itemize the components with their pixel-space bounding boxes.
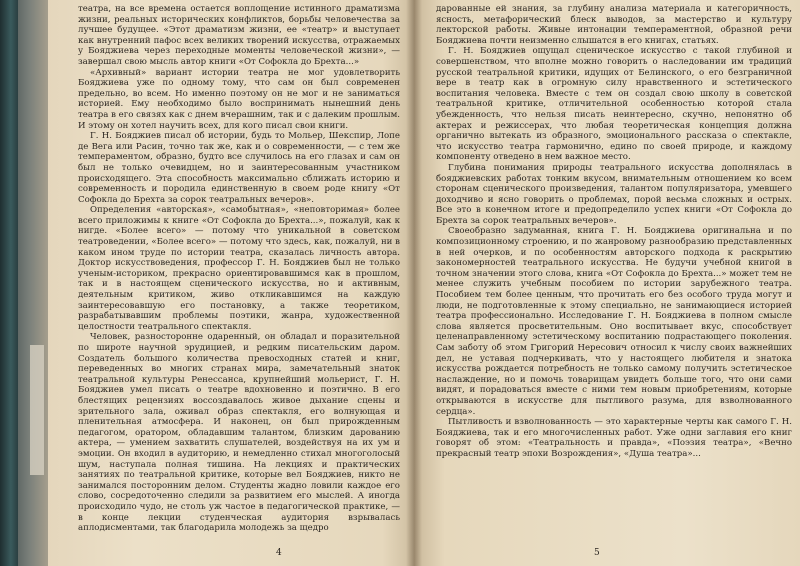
right-paragraph-5: Пытливость и взволнованность — это характерные черты как самого Г. Н. Бояджиева, так и его многочисленных работ. Уже одни заглавия его книг говорят об этом: «Театральность и правда», «Поэзия театра», «Вечно прекрасный театр эпохи Возрождения», «Душа театра»... bbox=[436, 417, 792, 459]
book-gutter bbox=[406, 0, 422, 566]
left-paragraph-3: Г. Н. Бояджиев писал об истории, будь то Мольер, Шекспир, Лопе де Вега или Расин, точно так же, как и о современности, — с тем же темпераментом, образно, будто все случилось на его глазах и сам он был не только очевидцем, но и заинтересованным участником происходящего. Эта способность максимально сближать историю и современность и породила единственную в своем роде книгу «От Софокла до Брехта за сорок театральных вечеров». bbox=[78, 131, 400, 205]
right-paragraph-3: Глубина понимания природы театрального искусства дополнялась в бояджиевских работах тонким вкусом, внимательным отношением ко всем сторонам сценического произведения, талантом популяризатора, умевшего доходчиво и ясно говорить о проблемах, порой весьма сложных и острых. Все это в конечном итоге и предопределило успех книги «От Софокла до Брехта за сорок театральных вечеров». bbox=[436, 162, 792, 226]
right-paragraph-4: Своеобразно задуманная, книга Г. Н. Бояджиева оригинальна и по композиционному строению, и по жанровому разнообразию представленных в ней очерков, и по особенностям авторского подхода к раскрытию закономерностей театрального искусства. Не будучи учебной книгой в точном значении этого слова, книга «От Софокла до Брехта...» может тем не менее служить учебным пособием по истории зарубежного театра. Пособием тем более ценным, что прочитать его без особого труда могут и люди, не подготовленные к этому специально, не занимающиеся историей театра профессионально. Исследование Г. Н. Бояджиева в полном смысле слова является просветительным. Оно воспитывает вкус, способствует целенаправленному эстетическому воспитанию подрастающего поколения. Сам заботу об этом Григорий Нересович относил к числу своих важнейших дел, не уставая подчеркивать, что у настоящего любителя и знатока искусства рождается потребность не только самому получить эстетическое наслаждение, но и помочь товарищам увидеть больше того, что они сами видят, и порадоваться вместе с ними тем новым приобретениям, которые открываются в искусстве для пытливого разума, для взволнованного сердца». bbox=[436, 226, 792, 417]
book-cover-edge bbox=[0, 0, 18, 566]
left-paragraph-1: театра, на все времена остается воплощение истинного драматизма жизни, реальных исторических конфликтов, борьбы человечества за лучшее будущее. «Этот драматизм жизни, ее «театр» и выступает как внутренний пафос всех великих творений искусства, отражаемых у Бояджиева через переходные моменты человеческой жизни», — завершал свою мысль автор книги «От Софокла до Брехта...» bbox=[78, 4, 400, 67]
right-paragraph-2: Г. Н. Бояджиев ощущал сценическое искусство с такой глубиной и совершенством, что вполне можно говорить о наследовании им традиций русской театральной критики, идущих от Белинского, о его безграничной вере в театр как в огромную силу нравственного и эстетического воспитания человека. Вместе с тем он создал свою школу в советской театральной критике, отличительной особенностью которой стала убежденность, что нельзя писать неинтересно, скучно, непонятно об актерах и режиссерах, что любая теоретическая концепция должна органично вытекать из образного, эмоционального рассказа о спектакле, что искусство театра гармонично, едино по своей природе, и каждому компоненту отведено в нем важное место. bbox=[436, 46, 792, 163]
right-paragraph-1: дарованные ей знания, за глубину анализа материала и категоричность, ясность, метафорический блеск выводов, за мастерство и культуру лекторской работы. Живые интонации темпераментной, образной речи Бояджиева почти неизменно слышатся в его книгах, статьях. bbox=[436, 4, 792, 46]
left-paragraph-4: Определения «авторская», «самобытная», «неповторимая» более всего приложимы к книге «От Софокла до Брехта...», пожалуй, как к нигде. «Более всего» — потому что уникальной в советском театроведении, «Более всего» — потому что здесь, как, пожалуй, ни в каком ином труде по истории театра, сказалась личность автора. Доктор искусствоведения, профессор Г. Н. Бояджиев был не только ученым-историком, прекрасно ориентировавшимся как в прошлом, так и в настоящем сценического искусства, но и активным, деятельным критиком, живо откликавшимся на каждую заинтересовавшую его постановку, а также теоретиком, разрабатывавшим проблемы поэтики, жанра, художественной целостности театрального спектакля. bbox=[78, 205, 400, 332]
left-paragraph-2: «Архивный» вариант истории театра не мог удовлетворить Бояджиева уже по одному тому, что сам он был современен предельно, во всем. Но именно поэтому он не мог и не заниматься историей. Ему необходимо было воспринимать нынешний день театра в его связях как с днем вчерашним, так и с далеким прошлым. И этому он хотел научить всех, для кого писал свои книги. bbox=[78, 67, 400, 131]
right-page-number: 5 bbox=[594, 548, 600, 558]
page-marker-tab bbox=[30, 345, 44, 475]
left-page bbox=[18, 0, 414, 566]
left-page-number: 4 bbox=[276, 548, 282, 558]
right-page bbox=[414, 0, 800, 566]
left-paragraph-5: Человек, разносторонне одаренный, он обладал и поразительной по широте научной эрудицией, и редким писательским даром. Создатель большого количества превосходных статей и книг, переведенных во многих странах мира, замечательный знаток театральной культуры Ренессанса, крупнейший мольерист, Г. Н. Бояджиев умел писать о театре вдохновенно и поэтично. В его блестящих рецензиях воссоздавалось живое дыхание сцены и зрительного зала, оживал образ спектакля, его волнующая и пленительная атмосфера. И наконец, он был прирожденным педагогом, оратором, обладавшим талантом, близким дарованию актера, — умением захватить слушателей, воздействуя на их ум и эмоции. Он входил в аудиторию, и немедленно стихал многоголосый шум, наступала полная тишина. На лекциях и практических занятиях по театральной критике, которые вел Бояджиев, никто не занимался посторонним делом. Студенты жадно ловили каждое его слово, сосредоточенно следили за развитием его мыслей. А иногда происходило чудо, не столь уж частое в педагогической практике, — в конце лекции студенческая аудитория взрывалась аплодисментами, так благодарила молодежь за щедро bbox=[78, 332, 400, 534]
left-page-shadow-strip bbox=[18, 0, 48, 566]
